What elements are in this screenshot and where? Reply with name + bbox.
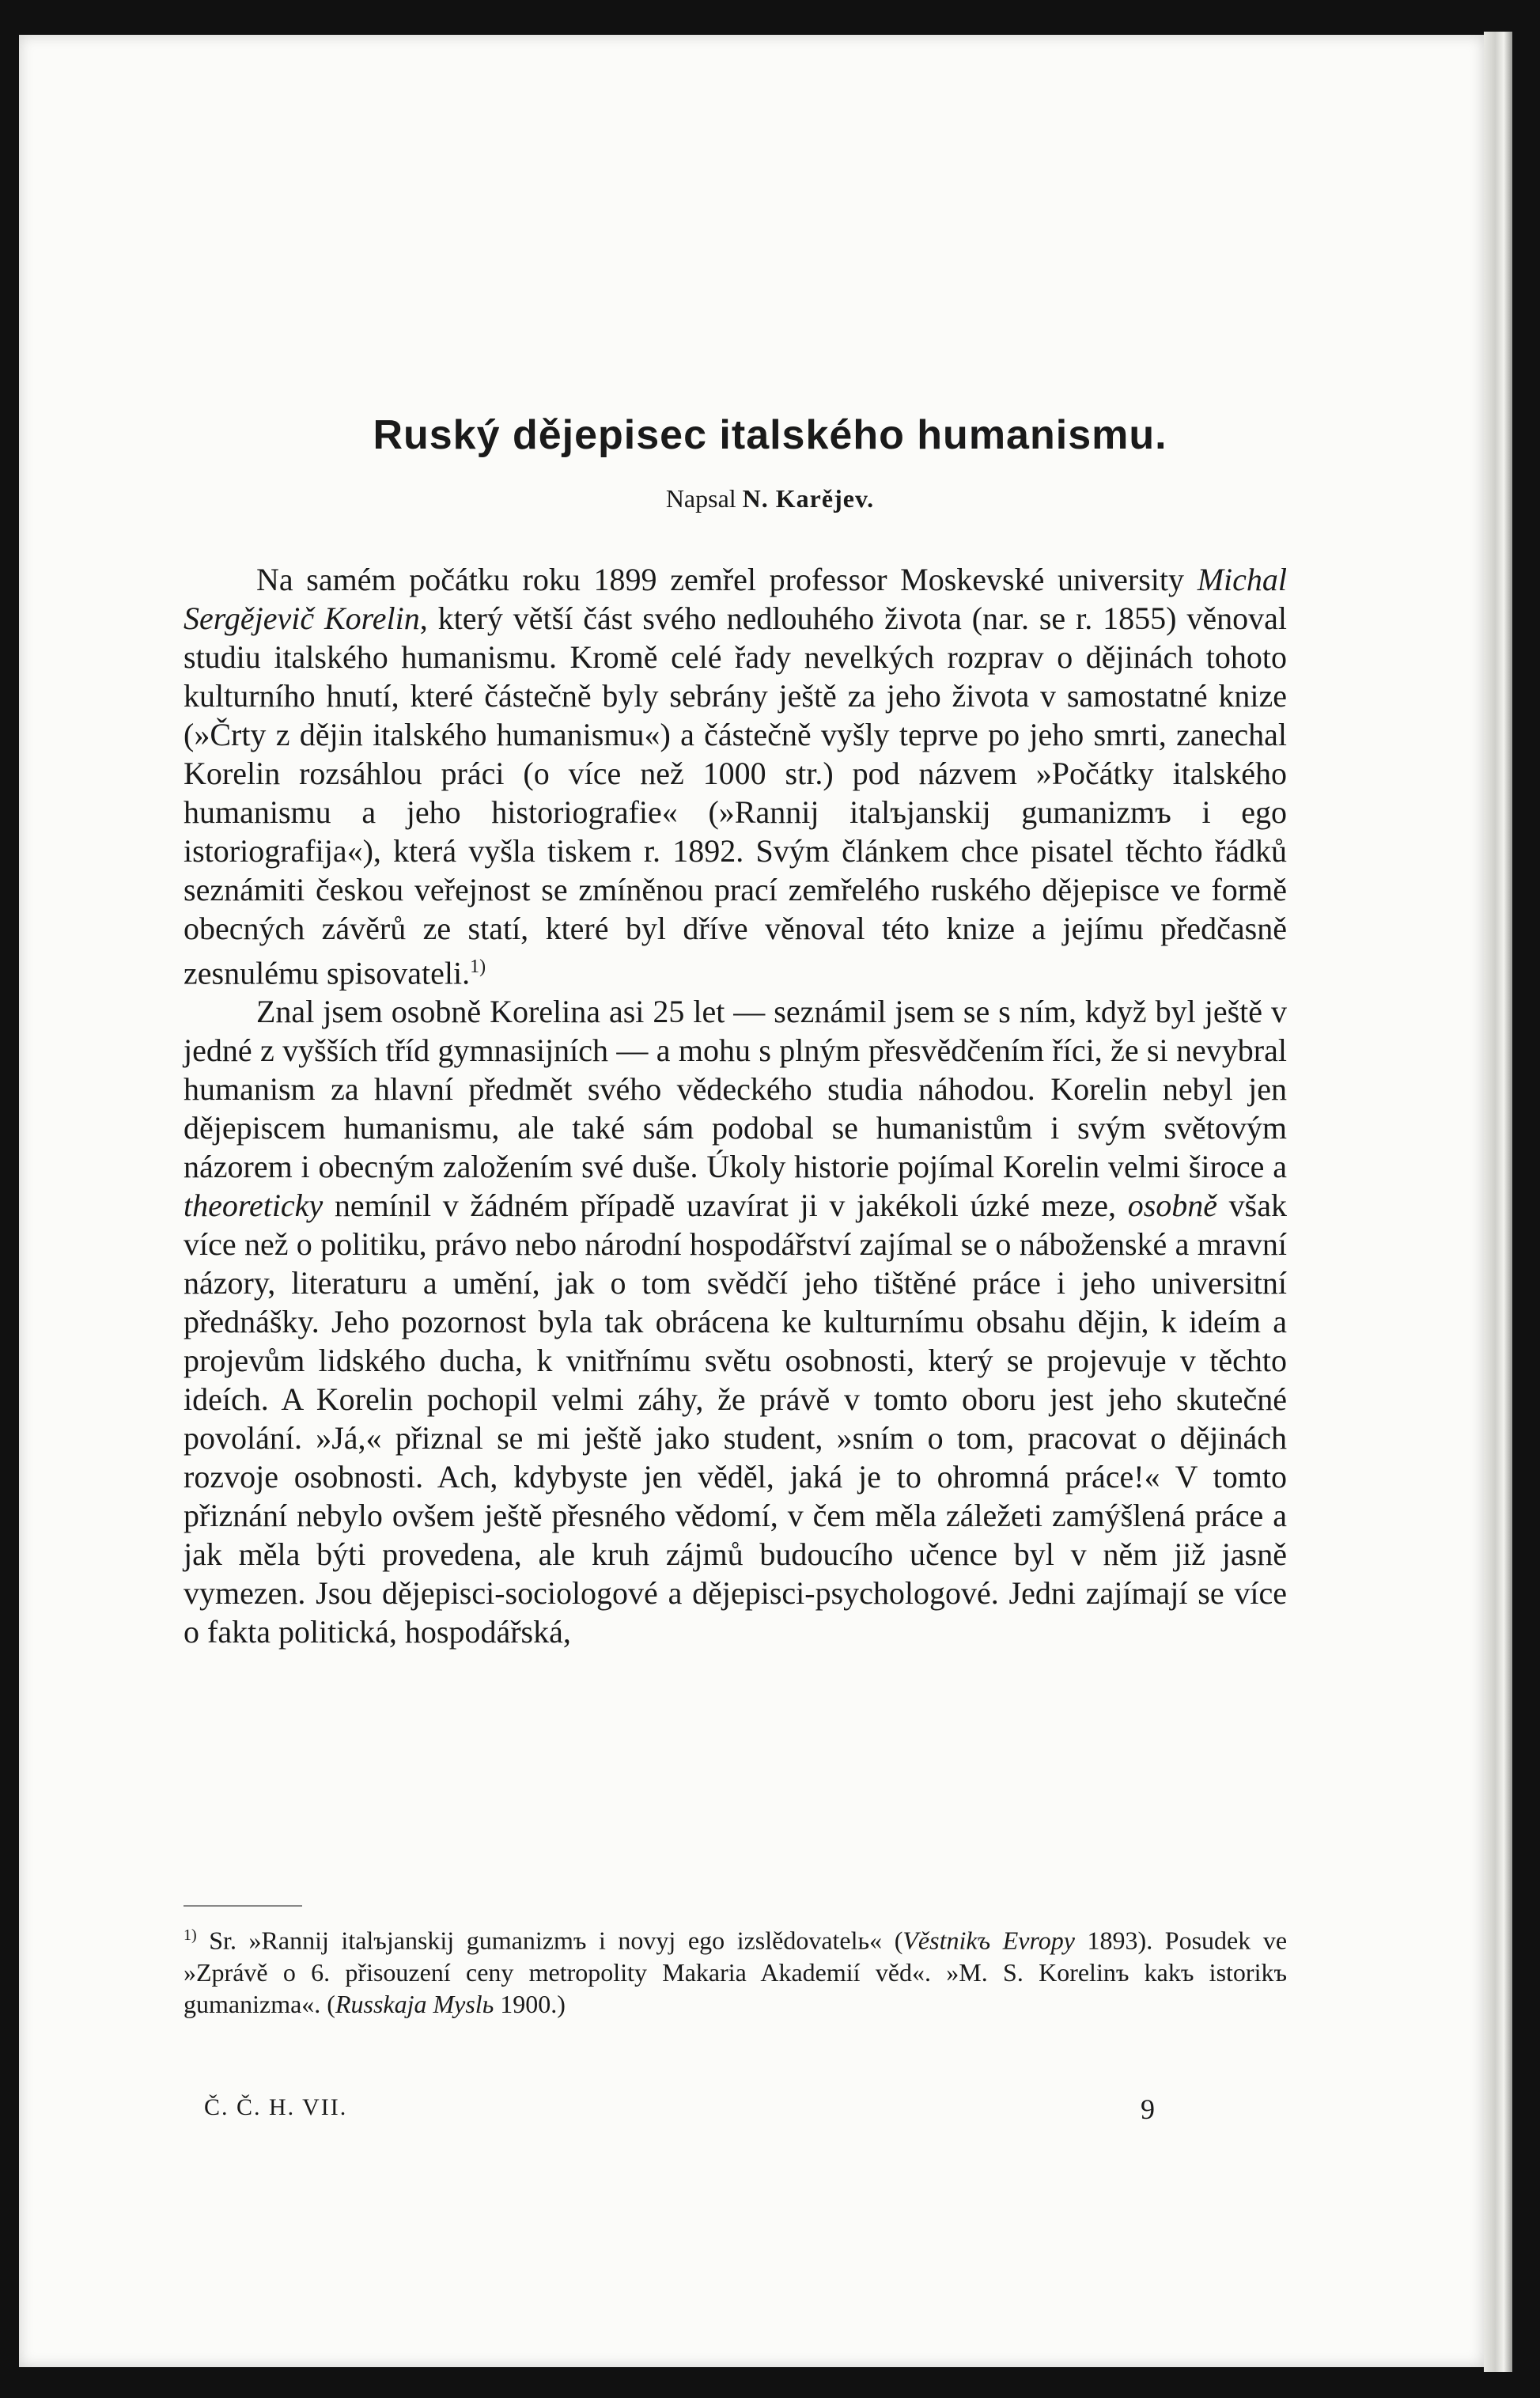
footnote-text-b: 1893). Posudek ve »Zprávě o 6. přisouzení ceny metropolity Makaria Akademií věd«. »M. S. Korelinъ kakъ istorikъ gumanizma«. ( bbox=[184, 1926, 1288, 2018]
paragraph-1-text-a: Na samém počátku roku 1899 zemřel professor Moskevské university bbox=[256, 562, 1198, 597]
article-title: Ruský dějepisec italského humanismu. bbox=[373, 412, 1167, 458]
paragraph-2-text-c: však více než o politiku, právo nebo národní hospodářství zajímal se o náboženské a mravní názory, literaturu a umění, jak o tom svědčí jeho tištěné práce i jeho universitní přednášky. Jeho pozornost byla tak obrácena ke kulturnímu obsahu dějin, k ideím a projevům lidského ducha, k vnitřnímu světu osobnosti, který se projevuje v těchto ideích. A Korelin pochopil velmi záhy, že právě v tomto oboru jest jeho skutečné povolání. »Já,« přiznal se mi ještě jako student, »sním o tom, pracovat o dějinách rozvoje osobnosti. Ach, kdybyste jen věděl, jaká je to ohromná práce!« V tomto přiznání nebylo ovšem ještě přesného vědomí, v čem měla záležeti zamýšlená práce a jak měla býti provedena, ale kruh zájmů budoucího učence byl v něm již jasně vymezen. Jsou dějepisci-sociologové a dějepisci-psychologové. Jedni zajímají se více o fakta politická, hospodářská, bbox=[184, 1188, 1287, 1650]
footnote-text-c: 1900.) bbox=[494, 1989, 566, 2018]
paragraph-2 bbox=[184, 992, 1287, 1651]
footnote-mark: 1) bbox=[184, 1926, 197, 1944]
paragraph-2-text-b: nemínil v žádném případě uzavírat ji v jakékoli úzké meze, bbox=[323, 1188, 1128, 1224]
article-body bbox=[184, 560, 1287, 1651]
footnote-divider bbox=[184, 1905, 302, 1907]
paragraph-2-italic-b: osobně bbox=[1127, 1188, 1218, 1224]
footnote-text-a: Sr. »Rannij italъjanskij gumanizmъ i novyj ego izslědovatelь« ( bbox=[196, 1926, 903, 1955]
byline-author: N. Karějev. bbox=[742, 484, 875, 513]
page-number: 9 bbox=[1141, 2093, 1155, 2125]
printer-signature: Č. Č. H. VII. bbox=[204, 2094, 348, 2120]
footnote-italic-a: Věstnikъ Evropy bbox=[902, 1926, 1075, 1955]
footnote-reference[interactable]: 1) bbox=[470, 957, 486, 977]
paragraph-2-text-a: Znal jsem osobně Korelina asi 25 let — seznámil jsem se s ním, když byl ještě v jedné z vyšších tříd gymnasijních — a mohu s plným přesvědčením říci, že si nevybral humanism za hlavní předmět svého vědeckého studia náhodou. Korelin nebyl jen dějepiscem humanismu, ale také sám podobal se humanistům i svým světovým názorem i obecným založením své duše. Úkoly historie pojímal Korelin velmi široce a bbox=[184, 994, 1287, 1185]
footnote bbox=[184, 1919, 1287, 2020]
paragraph-1-italic: Michal Sergějevič Korelin bbox=[184, 562, 1287, 636]
byline-prefix: Napsal bbox=[665, 484, 743, 513]
paragraph-1-text-b: , který větší část svého nedlouhého života (nar. se r. 1855) věnoval studiu italského humanismu. Kromě celé řady nevelkých rozprav o dějinách tohoto kulturního hnutí, které částečně byly sebrány ještě za jeho života v samostatné knize (»Črty z dějin italského humanismu«) a částečně vyšly teprve po jeho smrti, zanechal Korelin rozsáhlou práci (o více než 1000 str.) pod názvem »Počátky italského humanismu a jeho historiografie« (»Rannij italъjanskij gumanizmъ i ego istoriografija«), která vyšla tiskem r. 1892. Svým článkem chce pisatel těchto řádků seznámiti českou veřejnost se zmíněnou prací zemřelého ruského dějepisce ve formě obecných závěrů ze statí, které byl dříve věnoval této knize a jejímu předčasně zesnulému spisovateli. bbox=[184, 600, 1287, 991]
paragraph-1 bbox=[184, 560, 1287, 992]
footnote-italic-b: Russkaja Myslь bbox=[335, 1989, 494, 2018]
paragraph-2-italic-a: theoreticky bbox=[184, 1188, 324, 1224]
page-edge bbox=[1484, 32, 1512, 2372]
byline bbox=[0, 484, 1540, 513]
